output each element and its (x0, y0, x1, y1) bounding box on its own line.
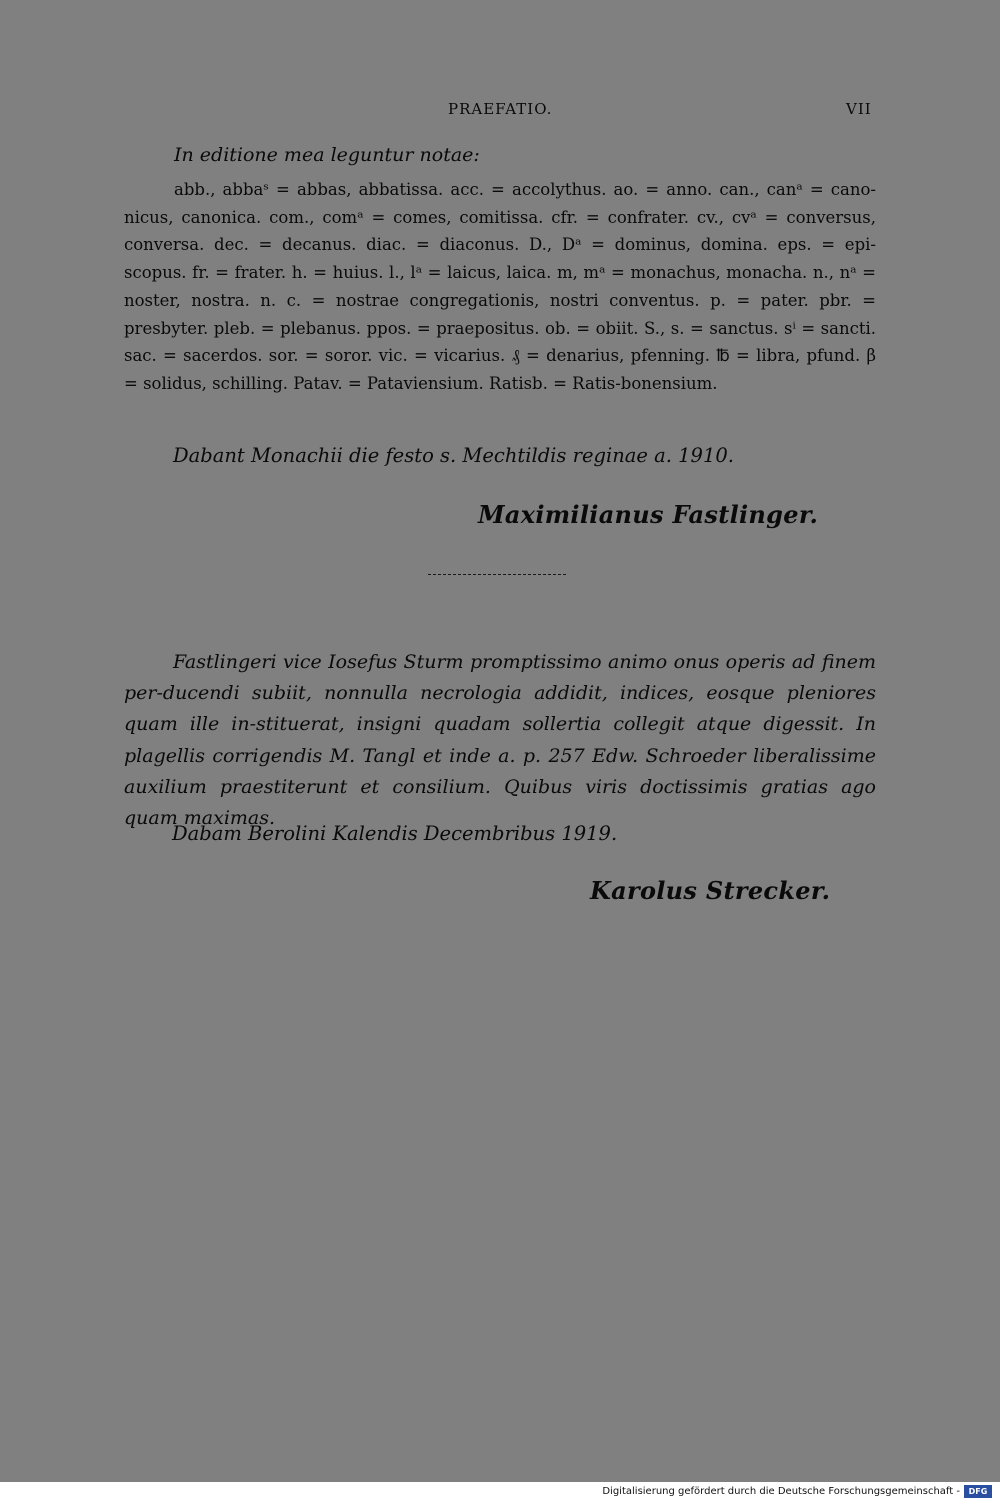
preface-paragraph-strecker: Fastlingeri vice Iosefus Sturm promptissimo animo onus operis ad finem per-ducendi subiit, nonnulla necrologia addidit, indices, eosque pleniores quam ille in-stituerat, insigni quadam sollertia collegit atque digessit. In plagellis corrigendis M. Tangl et inde a. p. 257 Edw. Schroeder liberalissime auxilium praestiterunt et consilium. Quibus viris doctissimis gratias ago quam maximas. (124, 651, 876, 830)
dfg-logo-icon: DFG (964, 1485, 992, 1498)
page-number: VII (846, 100, 872, 118)
footer-bar (0, 1482, 1000, 1502)
running-title: PRAEFATIO. (448, 100, 553, 118)
signature-strecker: Karolus Strecker. (590, 876, 831, 905)
section-divider (428, 574, 566, 575)
abbreviation-list: abb., abbaˢ = abbas, abbatissa. acc. = accolythus. ao. = anno. can., canᵃ = cano-nicus, canonica. com., comᵃ = comes, comitissa. cfr. = confrater. cv., cvᵃ = conversus, conversa. dec. = decanus. diac. = diaconus. D., Dᵃ = dominus, domina. eps. = epi-scopus. fr. = frater. h. = huius. l., lᵃ = laicus, laica. m, mᵃ = monachus, monacha. n., nᵃ = noster, nostra. n. c. = nostrae congregationis, nostri conventus. p. = pater. pbr. = presbyter. pleb. = plebanus. ppos. = praepositus. ob. = obiit. S., s. = sanctus. sⁱ = sancti. sac. = sacerdos. sor. = soror. vic. = vicarius. ₰ = denarius, pfenning. ℔ = libra, pfund. β = solidus, schilling. Patav. = Pataviensium. Ratisb. = Ratis-bonensium. (124, 180, 876, 393)
footer-credit: Digitalisierung gefördert durch die Deutsche Forschungsgemeinschaft - (602, 1486, 960, 1497)
running-head (0, 100, 1000, 126)
dating-line-1919: Dabam Berolini Kalendis Decembribus 1919. (172, 822, 618, 845)
dating-line-1910: Dabant Monachii die festo s. Mechtildis reginae a. 1910. (173, 444, 734, 467)
signature-fastlinger: Maximilianus Fastlinger. (478, 500, 819, 529)
intro-line: In editione mea leguntur notae: (174, 144, 480, 166)
